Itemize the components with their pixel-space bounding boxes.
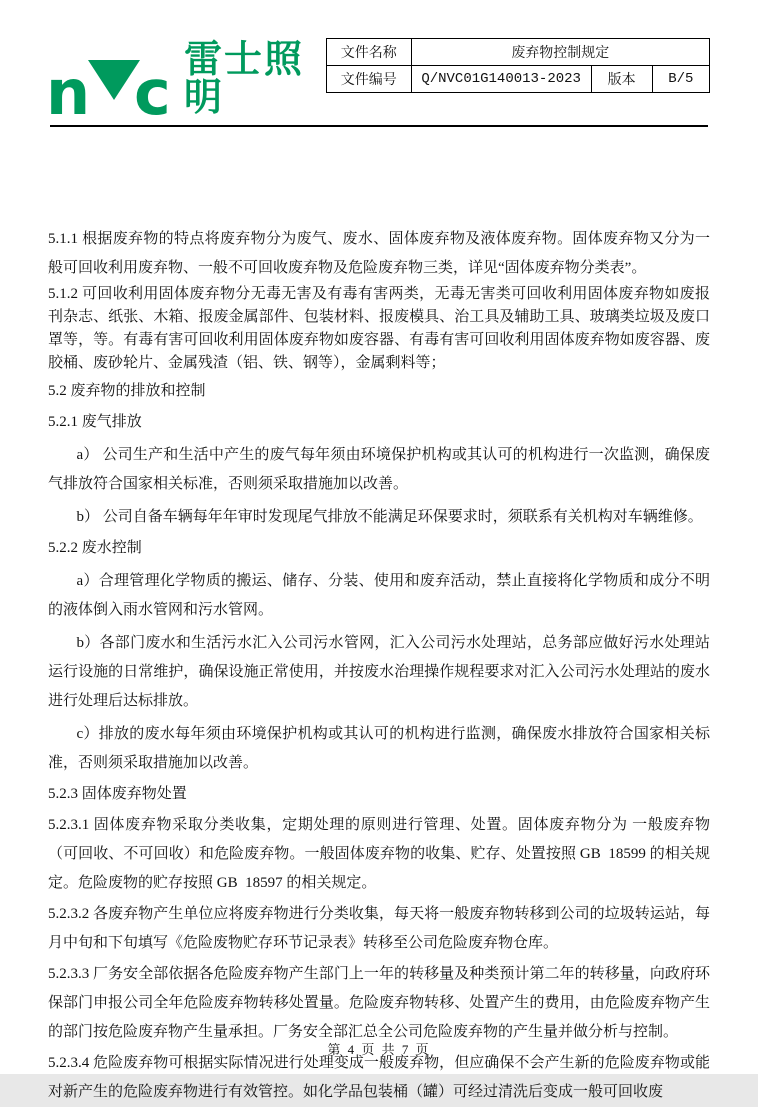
svg-text:c: c [134, 56, 171, 129]
document-info-table [326, 38, 710, 93]
nvc-logo [46, 36, 326, 129]
paragraph: 5.1.1 根据废弃物的特点将废弃物分为废气、废水、固体废弃物及液体废弃物。固体废弃物又分为一般可回收利用废弃物、一般不可回收废弃物及危险废弃物三类，详见“固体废弃物分类表”。 [48, 231, 710, 276]
paragraph: 5.2.3.4 危险废弃物可根据实际情况进行处理变成一般废弃物，但应确保不会产生新的危险废弃物或能对新产生的危险废弃物进行有效管控。如化学品包装桶（罐）可经过清洗后变成一般可回收废 [48, 1055, 710, 1100]
brand-name: 雷士照明 [184, 37, 305, 119]
doc-name-value: 废弃物控制规定 [411, 39, 709, 66]
table-row [326, 39, 709, 66]
doc-number-value: Q/NVC01G140013-2023 [411, 66, 591, 93]
doc-version-label: 版本 [591, 66, 652, 93]
paragraph: b） 公司自备车辆每年年审时发现尾气排放不能满足环保要求时，须联系有关机构对车辆维修。 [76, 509, 703, 525]
doc-name-label: 文件名称 [326, 39, 411, 66]
doc-number-label: 文件编号 [326, 66, 411, 93]
paragraph: c）排放的废水每年须由环境保护机构或其认可的机构进行监测，确保废水排放符合国家相关标准，否则须采取措施加以改善。 [48, 726, 710, 771]
doc-version-value: B/5 [652, 66, 709, 93]
table-row [326, 66, 709, 93]
paragraph: 5.2 废弃物的排放和控制 [48, 383, 206, 399]
paragraph: 5.2.3.3 厂务安全部依据各危险废弃物产生部门上一年的转移量及种类预计第二年的转移量，向政府环保部门申报公司全年危险废弃物转移处置量。危险废弃物转移、处置产生的费用，由危险废弃物产生的部门按危险废弃物产生量承担。厂务安全部汇总全公司危险废弃物的产生量并做分析与控制。 [48, 966, 710, 1040]
nvc-logo-mark-icon [46, 56, 176, 129]
paragraph: 5.2.3.2 各废弃物产生单位应将废弃物进行分类收集，每天将一般废弃物转移到公司的垃圾转运站，每月中旬和下旬填写《危险废物贮存环节记录表》转移至公司危险废弃物仓库。 [48, 906, 710, 951]
document-body [48, 138, 710, 1107]
paragraph: 5.2.2 废水控制 [48, 540, 142, 556]
paragraph: a） 公司生产和生活中产生的废气每年须由环境保护机构或其认可的机构进行一次监测，确保废气排放符合国家相关标准，否则须采取措施加以改善。 [48, 447, 710, 492]
paragraph: 5.2.1 废气排放 [48, 414, 142, 430]
paragraph: b）各部门废水和生活污水汇入公司污水管网，汇入公司污水处理站，总务部应做好污水处理站运行设施的日常维护，确保设施正常使用，并按废水治理操作规程要求对汇入公司污水处理站的废水进行处理后达标排放。 [48, 635, 710, 709]
page-header [46, 36, 710, 129]
paragraph: 5.1.2 可回收利用固体废弃物分无毒无害及有毒有害两类，无毒无害类可回收利用固体废弃物如废报刊杂志、纸张、木箱、报废金属部件、包装材料、报废模具、治工具及辅助工具、玻璃类垃圾及废口罩等，等。有毒有害可回收利用固体废弃物如废容器、有毒有害可回收利用固体废弃物如废容器、废胶桶、废砂轮片、金属残渣（铝、铁、钢等），金属剩料等； [48, 286, 710, 371]
paragraph: 5.2.3.1 固体废弃物采取分类收集，定期处理的原则进行管理、处置。固体废弃物分为 一般废弃物（可回收、不可回收）和危险废弃物。一般固体废弃物的收集、贮存、处置按照 GB 18599 的相关规定。危险废物的贮存按照 GB 18597 的相关规定。 [48, 817, 710, 891]
page-number: 第 4 页 共 7 页 [327, 1042, 431, 1057]
paragraph: a）合理管理化学物质的搬运、储存、分装、使用和废弃活动，禁止直接将化学物质和成分不明的液体倒入雨水管网和污水管网。 [48, 573, 710, 618]
paragraph: 5.2.3 固体废弃物处置 [48, 786, 187, 802]
svg-text:n: n [46, 56, 91, 129]
